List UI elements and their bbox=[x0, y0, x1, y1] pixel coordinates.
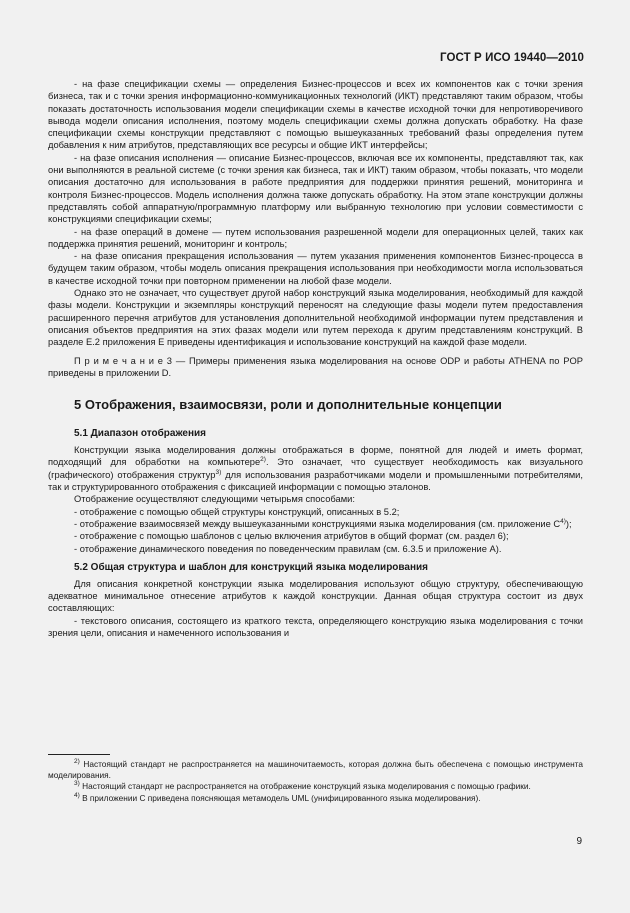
subsection-5-1-heading: 5.1 Диапазон отображения bbox=[74, 428, 207, 440]
subsection-5-2-heading: 5.2 Общая структура и шаблон для конструкций языка моделирования bbox=[74, 561, 429, 573]
list-item-templates: - отображение с помощью шаблонов с целью включения атрибутов в общий формат (см. раздел 6); bbox=[74, 531, 509, 542]
paragraph-constructs-transfer: Однако это не означает, что существует другой набор конструкций языка моделирования, необходимый для каждой фазы модели. Конструкции и экземпляры конструкций переносят на следующие фазы модели путем предоставления расширенного перечня атрибутов для установления дополнительной необходимой информации путем представления и описания объектов предприятия на этих фазах модели или путем перехода к другим представлениям конструкций. В разделе E.2 приложения E приведены идентификация и использование конструкций на каждой фазе модели. bbox=[48, 288, 583, 348]
paragraph-5-1-representation: Конструкции языка моделирования должны отображаться в форме, понятной для людей и иметь формат, подходящий для обработки на компьютере$^{2)}$. Это означает, что существует необходимость как визуального (графического) отображения структур$^{3)}$ для использования разработчиками модели и промышленными потребителями, так и структурированного отображения с фиксацией информации с помощью эталонов. bbox=[48, 445, 583, 493]
section-5-heading: 5 Отображения, взаимосвязи, роли и дополнительные концепции bbox=[74, 397, 502, 413]
body-content bbox=[48, 78, 583, 639]
paragraph-specification-phase: - на фазе спецификации схемы — определения Бизнес-процессов и всех их компонентов как с точки зрения бизнеса, так и с точки зрения информационно-коммуникационных технологий (ИКТ) представляют таким образом, чтобы показать достаточность использования модели спецификации схемы в качестве исходной точки для непротиворечивого вывода модели описания исполнения, поэтому модель спецификации схемы должна допускать обработку. На фазе спецификации схемы конструкции представляют с помощью вышеуказанных требований фазы определения путем добавления к ним атрибутов, представляющих все ресурсы и общие ИКТ интерфейсы; bbox=[48, 79, 583, 151]
page-number: 9 bbox=[576, 836, 582, 847]
footnote-2: $^{2)}$ Настоящий стандарт не распространяется на машиночитаемость, которая должна быть обеспечена с помощью инструмента моделирования. bbox=[48, 758, 583, 781]
paragraph-5-2-structure: Для описания конкретной конструкции языка моделирования используют общую структуру, обеспечивающую адекватное минимальное отнесение атрибутов к каждой конструкции. Данная общая структура состоит из двух составляющих: bbox=[48, 578, 583, 614]
footnote-ref-4: 4) bbox=[560, 517, 566, 525]
footnote-ref-2: 2) bbox=[260, 456, 266, 464]
paragraph-decommission-phase: - на фазе описания прекращения использования — путем указания применения компонентов Бизнес-процесса в будущем таким образом, чтобы модель описания прекращения использования при необходимости могла использоваться в качестве исходной точки при повторном применении на любой фазе модели. bbox=[48, 251, 583, 286]
paragraph-execution-phase: - на фазе описания исполнения — описание Бизнес-процессов, включая все их компоненты, представляют так, как они выполняются в реальной системе (с точки зрения как бизнеса, так и ИКТ) таким образом, чтобы показать, что модели описания достаточно для использования в работе предприятия для поддержки принятия решений, мониторинга и контроля Бизнес-процессов. Модель исполнения должна также допускать обработку. На этом этапе конструкции должны представлять собой аппаратную/программную платформу или выбранную технологию при условии совместимости с конструкциями спецификации схемы; bbox=[48, 152, 583, 225]
paragraph-4-ways: Отображение осуществляют следующими четырьмя способами: bbox=[74, 494, 355, 505]
paragraph-operations-phase: - на фазе операций в домене — путем использования разрешенной модели для операционных целей, таких как поддержка принятия решений, мониторинг и контроль; bbox=[48, 226, 583, 249]
list-item-dynamic-behaviour: - отображение динамического поведения по поведенческим правилам (см. 6.3.5 и приложение A). bbox=[74, 543, 502, 554]
list-item-text-description: - текстового описания, состоящего из краткого текста, определяющего конструкцию языка моделирования с точки зрения цели, описания и намеченного использования и bbox=[48, 615, 583, 638]
footnote-4: $^{4)}$ В приложении C приведена поясняющая метамодель UML (унифицированного языка моделирования). bbox=[74, 791, 481, 803]
note-3: П р и м е ч а н и е 3 — Примеры применения языка моделирования на основе ODP и работы ATHENA по POP приведены в приложении D. bbox=[48, 355, 583, 378]
footnote-3: $^{3)}$ Настоящий стандарт не распространяется на отображение конструкций языка моделирования с помощью графики. bbox=[74, 780, 531, 792]
document-header-id: ГОСТ Р ИСО 19440—2010 bbox=[439, 52, 584, 64]
footnote-ref-3: 3) bbox=[215, 468, 222, 476]
footnotes bbox=[48, 759, 583, 804]
list-item-general-structure: - отображение с помощью общей структуры конструкций, описанных в 5.2; bbox=[74, 506, 400, 517]
footnote-divider bbox=[48, 754, 110, 755]
list-item-relationships: - отображение взаимосвязей между вышеуказанными конструкциями языка моделирования (см. приложение $C^{4)}$); bbox=[74, 517, 572, 529]
